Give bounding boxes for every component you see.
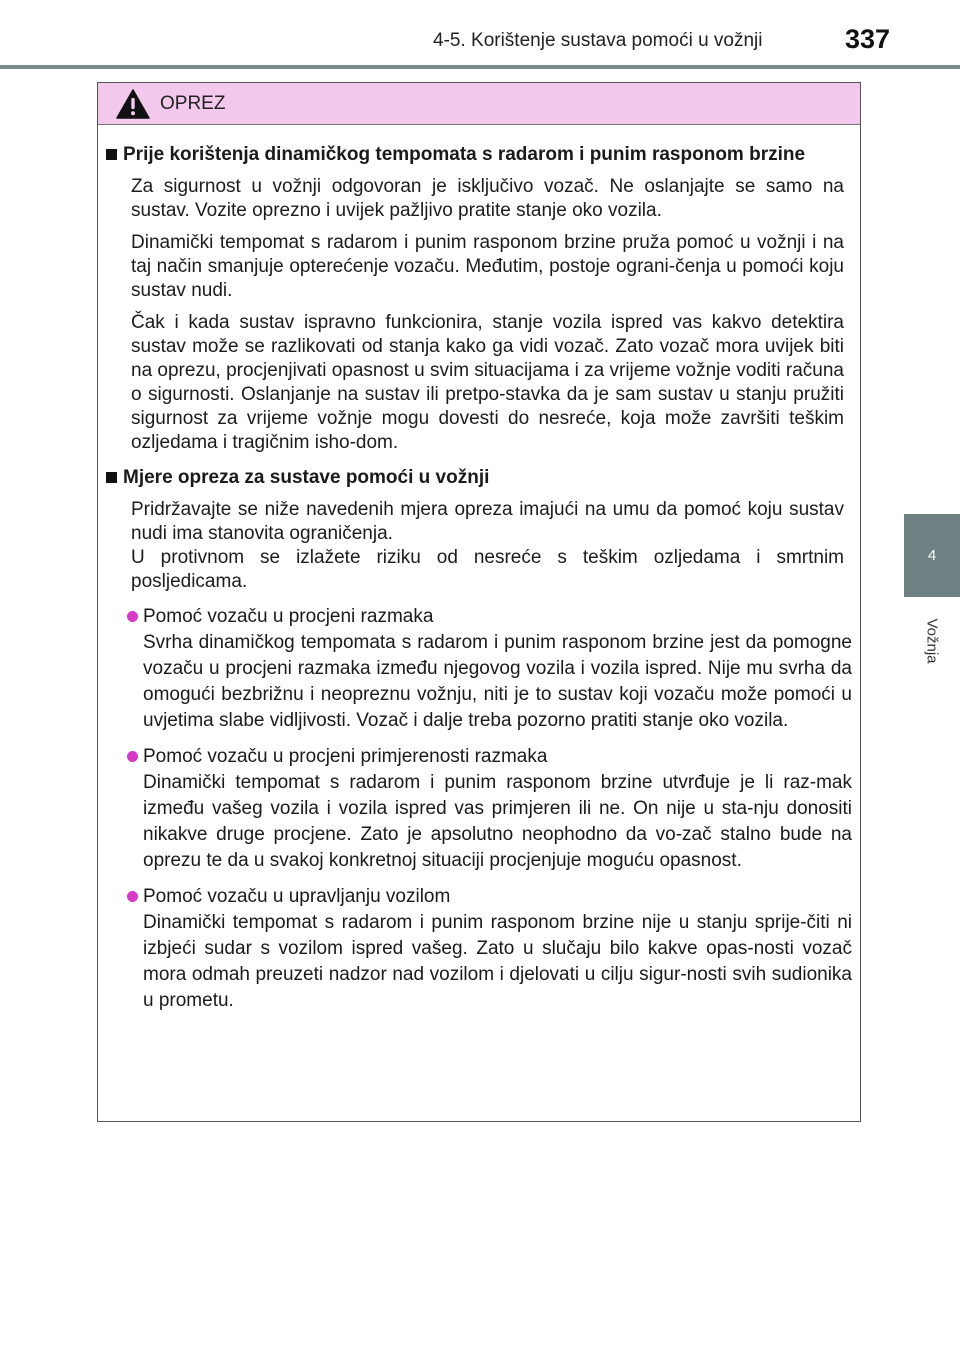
caution-title: OPREZ <box>160 92 226 114</box>
section-heading-text: Mjere opreza za sustave pomoći u vožnji <box>123 467 490 488</box>
chapter-section-title: 4-5. Korištenje sustava pomoći u vožnji <box>433 30 763 51</box>
list-item-title: Pomoć vozaču u procjeni razmaka <box>143 606 434 627</box>
chapter-tab[interactable] <box>904 514 960 597</box>
square-bullet-icon <box>106 149 117 160</box>
section-heading-text: Prije korištenja dinamičkog tempomata s radarom i punim rasponom brzine <box>123 144 806 165</box>
caution-box <box>97 82 861 1122</box>
paragraph: Za sigurnost u vožnji odgovoran je isključivo vozač. Ne oslanjajte se samo na sustav. Vozite oprezno i uvijek pažljivo pratite stanje oko vozila. <box>131 176 844 221</box>
round-bullet-icon <box>127 891 138 902</box>
list-item-title: Pomoć vozaču u upravljanju vozilom <box>143 886 451 907</box>
section-heading-before-use <box>106 142 852 167</box>
paragraph: U protivnom se izlažete riziku od nesreće s teškim ozljedama i smrtnim posljedicama. <box>131 547 844 592</box>
list-item <box>127 744 852 874</box>
list-item-text: Dinamički tempomat s radarom i punim rasponom brzine nije u stanju sprije-čiti ni izbjeći sudar s vozilom ispred vašeg. Zato u slučaju bilo kakve opas-nosti vozač mora odmah preuzeti nadzor nad vozilom i djelovati u cilju sigur-nosti svih sudionika u prometu. <box>143 912 852 1011</box>
list-item <box>127 884 852 1014</box>
list-item-text: Dinamički tempomat s radarom i punim rasponom brzine utvrđuje je li raz-mak između vašeg vozila i vozila ispred vas primjeren ili ne. On nije u sta-nju donositi nikakve druge procjene. Zato je apsolutno neophodno da vo-zač stalno bude na oprezu te da u svakoj konkretnoj situaciji procjenjuje moguću opasnost. <box>143 772 852 871</box>
page-number: 337 <box>845 24 891 54</box>
list-item-title: Pomoć vozaču u procjeni primjerenosti razmaka <box>143 746 548 767</box>
list-item <box>127 604 852 734</box>
round-bullet-icon <box>127 611 138 622</box>
paragraph: Dinamički tempomat s radarom i punim rasponom brzine pruža pomoć u vožnji i na taj način smanjuje opterećenje vozaču. Međutim, postoje ograni-čenja u pomoći koju sustav nudi. <box>131 232 844 301</box>
square-bullet-icon <box>106 472 117 483</box>
chapter-tab-number: 4 <box>927 547 937 564</box>
header-rule <box>0 65 960 69</box>
warning-triangle-icon <box>116 89 150 119</box>
caution-body <box>98 125 860 1014</box>
chapter-tab-label: Vožnja <box>923 618 941 664</box>
caution-header <box>98 83 860 125</box>
round-bullet-icon <box>127 751 138 762</box>
paragraph: Čak i kada sustav ispravno funkcionira, stanje vozila ispred vas kakvo detektira sustav može se razlikovati od stanja kako ga vidi vozač. Zato vozač mora uvijek biti na oprezu, procjenjivati opasnost u svim situacijama i za vrijeme vožnje voditi računa o sigurnosti. Oslanjanje na sustav ili pretpo-stavka da je sam sustav u stanju pružiti sigurnost za vrijeme vožnje mogu dovesti do nesreće, koja može završiti teškim ozljedama i tragičnim isho-dom. <box>131 312 844 453</box>
paragraph: Pridržavajte se niže navedenih mjera opreza imajući na umu da pomoć koju sustav nudi ima stanovita ograničenja. <box>131 499 844 544</box>
list-item-text: Svrha dinamičkog tempomata s radarom i punim rasponom brzine jest da pomogne vozaču u procjeni razmaka između njegovog vozila i vozila ispred. Nije mu svrha da omogući bezbrižnu i neopreznu vožnju, niti je to sustav koji vozaču može pomoći u uvjetima slabe vidljivosti. Vozač i dalje treba pozorno pratiti stanje oko vozila. <box>143 632 852 731</box>
section-heading-precautions <box>106 465 852 490</box>
